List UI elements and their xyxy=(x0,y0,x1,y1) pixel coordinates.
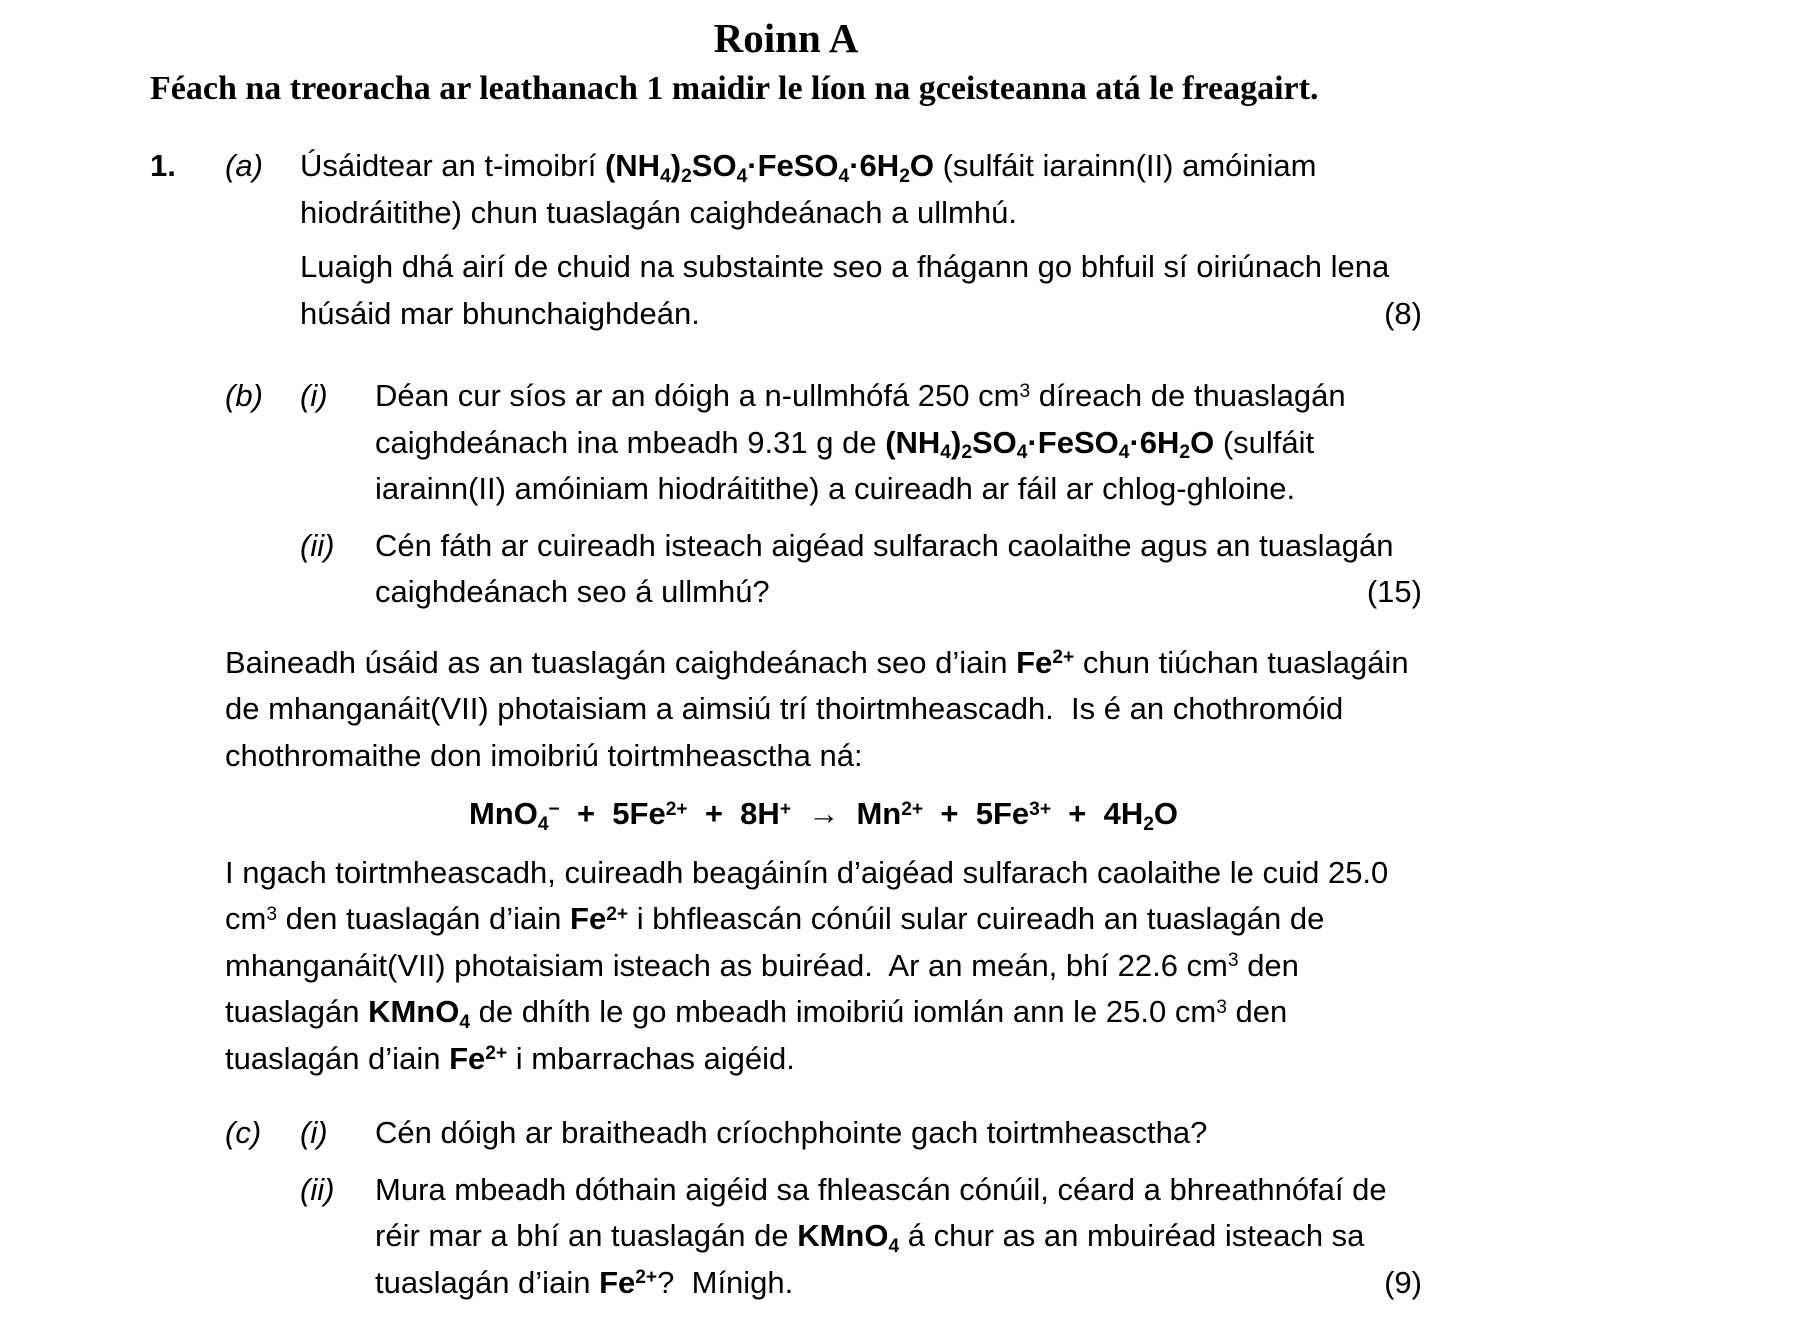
part-c-ii-text: Mura mbeadh dóthain aigéid sa fhleascán cónúil, céard a bhreathnófaí de réir mar a bhí an tuaslagán de KMnO4 á chur as an mbuiréad isteach sa tuaslagán d’iain $Fe^{2+}$? Mínigh. xyxy=(375,1171,1396,1300)
part-b-i-text: Déan cur síos ar an dóigh a n-ullmhófá 250 $cm^3$ díreach de thuaslagán caighdeánach ina mbeadh 9.31 g de (NH4)2SO4·FeSO4·6H2O (sulfáit iarainn(II) amóiniam hiodráitithe) a cuireadh ar fáil ar chlog-ghloine. xyxy=(375,378,1355,507)
question-1b-ii-row xyxy=(300,523,1422,616)
part-label-a: (a) xyxy=(225,148,263,184)
part-b-ii-text: Cén fáth ar cuireadh isteach aigéad sulfarach caolaithe agus an tuaslagán caighdeánach seo á ullmhú? xyxy=(375,527,1403,610)
part-c-i-text: Cén dóigh ar braitheadh críochphointe gach toirtmheasctha? xyxy=(375,1115,1208,1151)
titration-intro-row xyxy=(225,640,1422,780)
question-1c-i-row xyxy=(225,1110,1422,1157)
question-1b-i-row xyxy=(225,373,1422,513)
question-1c-ii-row xyxy=(300,1167,1422,1307)
part-label-b: (b) xyxy=(225,378,263,414)
marks-part-a: (8) xyxy=(1384,295,1422,331)
question-number: 1. xyxy=(150,148,176,184)
titration-intro-text: Baineadh úsáid as an tuaslagán caighdeánach seo d’iain $Fe^{2+}$ chun tiúchan tuaslagáin de mhanganáit(VII) photaisiam a aimsiú trí thoirtmheascadh. Is é an chothromóid chothromaithe don imoibriú toirtmheasctha ná: xyxy=(225,644,1418,773)
marks-part-b: (15) xyxy=(1366,574,1422,610)
section-title: Roinn A xyxy=(713,15,859,61)
titration-detail-row xyxy=(225,850,1422,1083)
sub-label-c-ii: (ii) xyxy=(300,1171,335,1207)
marks-part-c: (9) xyxy=(1384,1264,1422,1300)
exam-page xyxy=(150,14,1422,1306)
question-1a-row xyxy=(150,143,1422,236)
sub-label-c-i: (i) xyxy=(300,1115,328,1151)
part-a-paragraph-2: Luaigh dhá airí de chuid na substainte seo a fhágann go bhfuil sí oiriúnach lena húsáid mar bhunchaighdeán. xyxy=(300,249,1398,331)
part-label-c: (c) xyxy=(225,1115,262,1151)
titration-detail-text: I ngach toirtmheascadh, cuireadh beagáinín d’aigéad sulfarach caolaithe le cuid 25.0 $cm^3$ den tuaslagán d’iain $Fe^{2+}$ i bhfleascán cónúil sular cuireadh an tuaslagán de mhanganáit(VII) photaisiam isteach as buiréad. Ar an meán, bhí 22.6 $cm^3$ den tuaslagán KMnO4 de dhíth le go mbeadh imoibriú iomlán ann le 25.0 $cm^3$ den tuaslagán d’iain $Fe^{2+}$ i mbarrachas aigéid. xyxy=(225,854,1397,1076)
part-a-paragraph-1: Úsáidtear an t-imoibrí (NH4)2SO4·FeSO4·6H2O (sulfáit iarainn(II) amóiniam hiodráitithe) chun tuaslagán caighdeánach a ullmhú. xyxy=(300,148,1326,230)
sub-label-b-i: (i) xyxy=(300,378,328,414)
instructions-text: Féach na treoracha ar leathanach 1 maidir le líon na gceisteanna atá le freagairt. xyxy=(150,70,1319,108)
question-1a-continued-row xyxy=(300,244,1422,337)
chemical-equation: $MnO4^- + 5Fe^{2+} + 8H^+ \to Mn^{2+} + 5Fe^{3+} + 4H2O$ xyxy=(468,796,1179,835)
sub-label-b-ii: (ii) xyxy=(300,527,335,563)
